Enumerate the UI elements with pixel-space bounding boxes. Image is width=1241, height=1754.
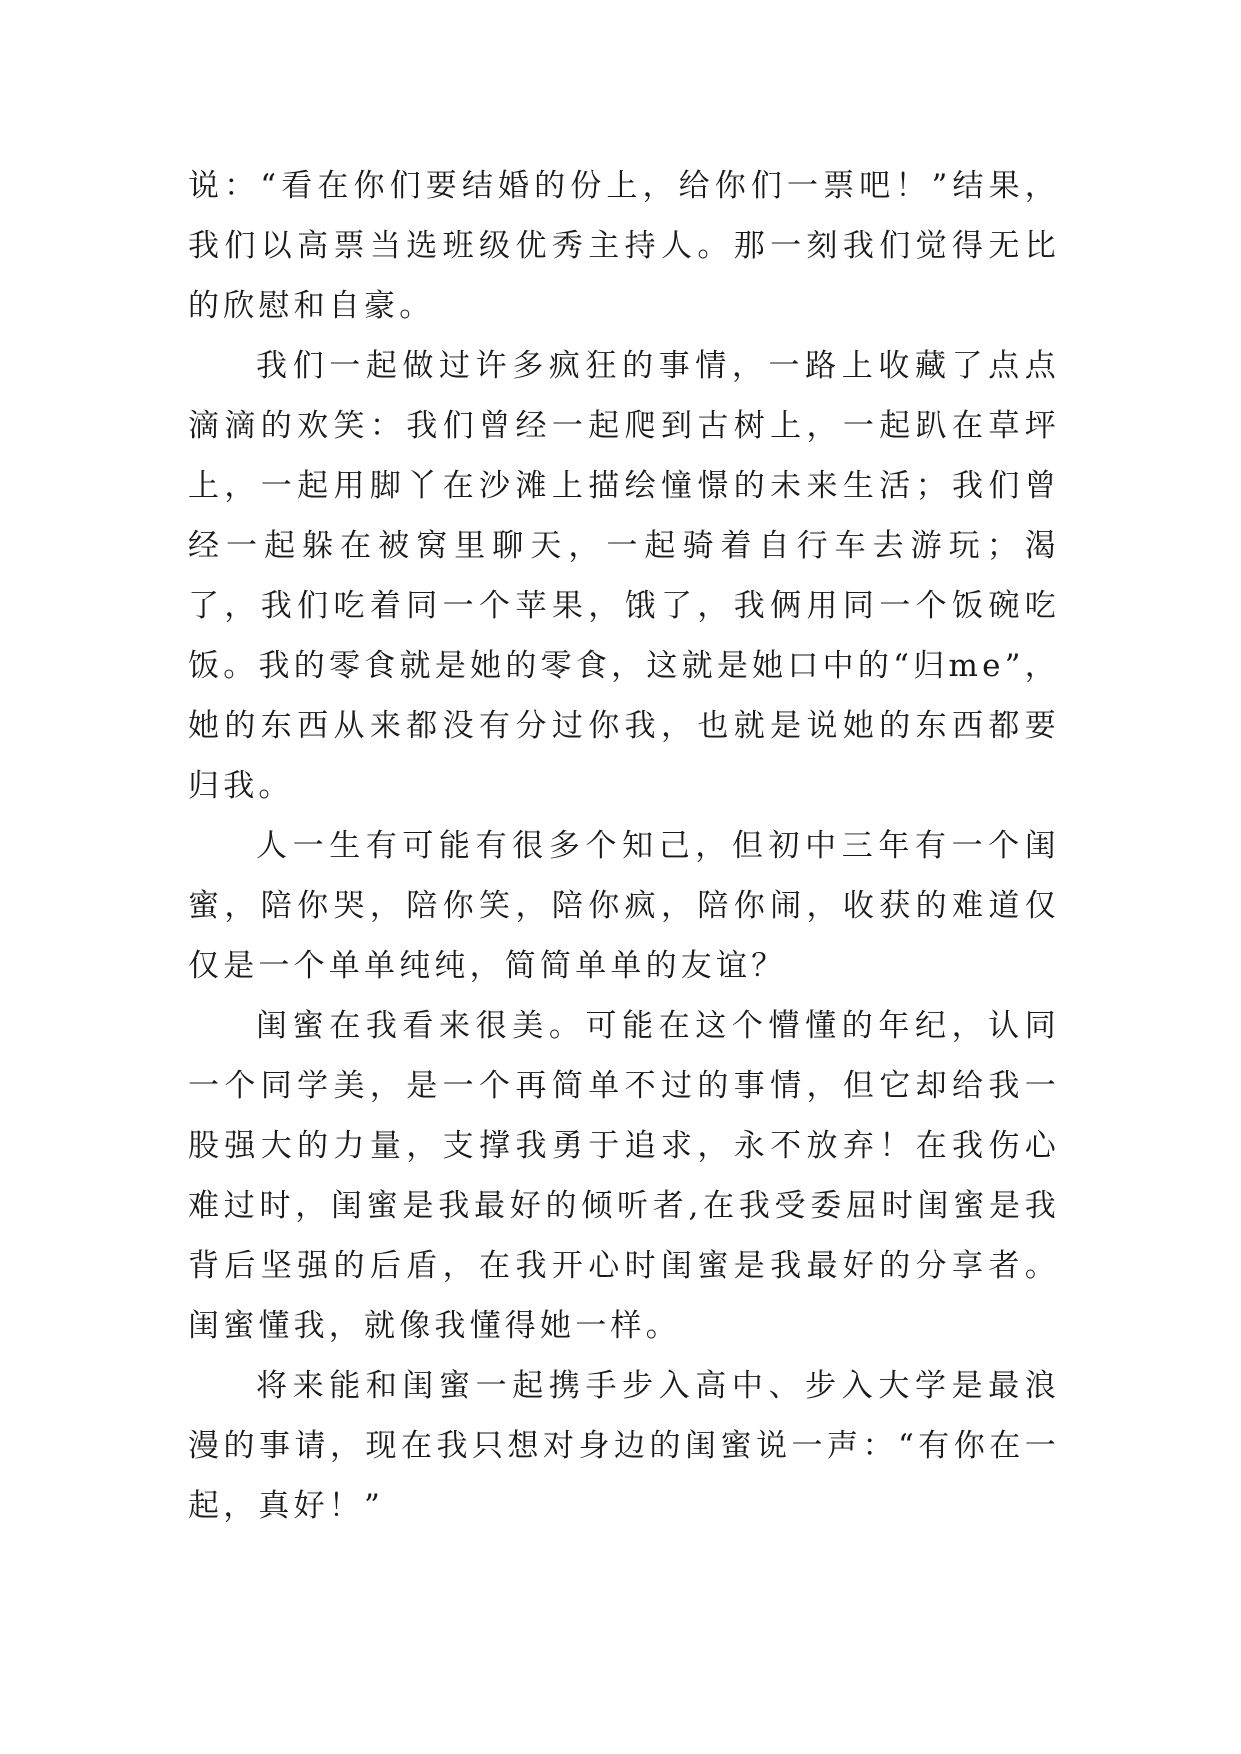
document-body <box>188 156 1060 1536</box>
paragraph-2: 我们一起做过许多疯狂的事情，一路上收藏了点点滴滴的欢笑：我们曾经一起爬到古树上，一起趴在草坪上，一起用脚丫在沙滩上描绘憧憬的未来生活；我们曾经一起躲在被窝里聊天，一起骑着自行车去游玩；渴了，我们吃着同一个苹果，饿了，我俩用同一个饭碗吃饭。我的零食就是她的零食，这就是她口中的“归me”，她的东西从来都没有分过你我，也就是说她的东西都要归我。 <box>188 348 1060 804</box>
paragraph-4: 闺蜜在我看来很美。可能在这个懵懂的年纪，认同一个同学美，是一个再简单不过的事情，但它却给我一股强大的力量，支撑我勇于追求，永不放弃！在我伤心难过时，闺蜜是我最好的倾听者,在我受委屈时闺蜜是我背后坚强的后盾，在我开心时闺蜜是我最好的分享者。闺蜜懂我，就像我懂得她一样。 <box>188 1008 1060 1344</box>
paragraph-5: 将来能和闺蜜一起携手步入高中、步入大学是最浪漫的事请，现在我只想对身边的闺蜜说一声：“有你在一起，真好！” <box>188 1368 1060 1524</box>
paragraph-1: 说：“看在你们要结婚的份上，给你们一票吧！”结果，我们以高票当选班级优秀主持人。那一刻我们觉得无比的欣慰和自豪。 <box>188 168 1060 324</box>
paragraph-3: 人一生有可能有很多个知己，但初中三年有一个闺蜜，陪你哭，陪你笑，陪你疯，陪你闹，收获的难道仅仅是一个单单纯纯，简简单单的友谊？ <box>188 828 1060 984</box>
